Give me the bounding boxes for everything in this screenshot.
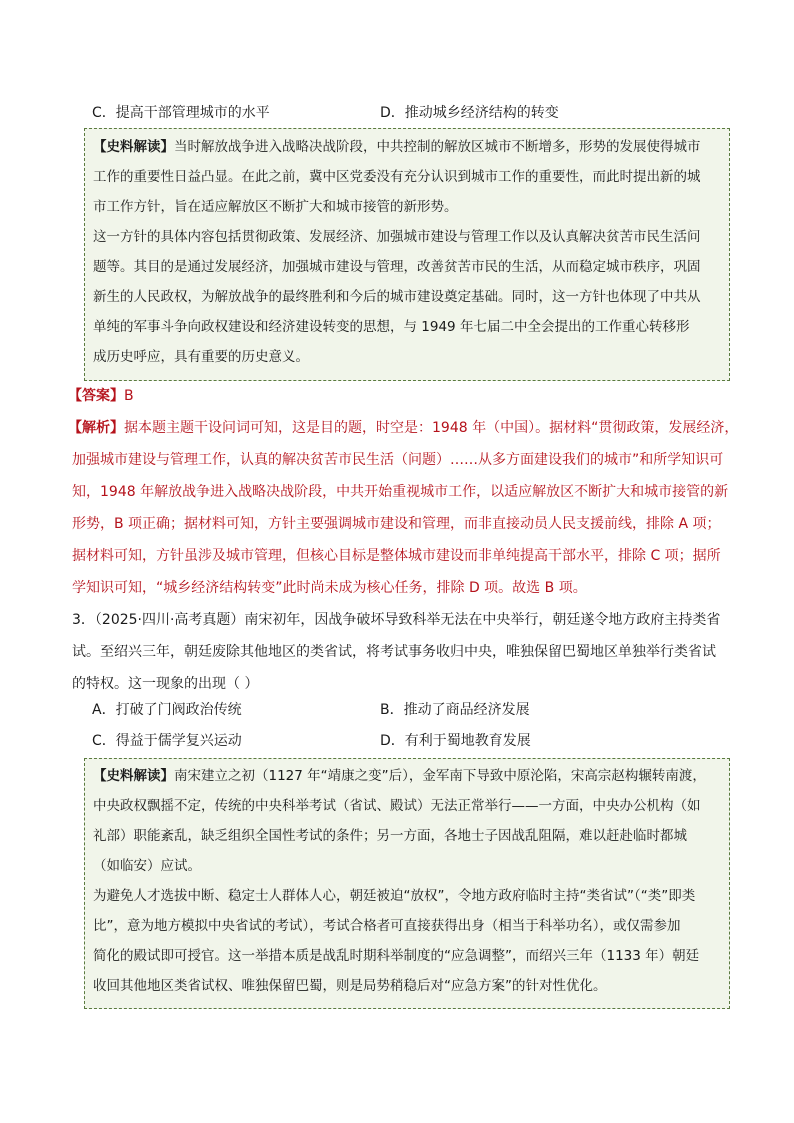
q2-interpretation-line: 单纯的军事斗争向政权建设和经济建设转变的思想，与 1949 年七届二中全会提出的工作重心转移形 xyxy=(93,319,690,335)
q2-interpretation-line: 新生的人民政权，为解放战争的最终胜利和今后的城市建设奠定基础。同时，这一方针也体现了中共从 xyxy=(93,289,701,305)
q3-interpretation-line: 礼部）职能紊乱，缺乏组织全国性考试的条件；另一方面，各地士子因战乱阻隔，难以赶赴临时都城 xyxy=(93,828,687,844)
q2-answer xyxy=(68,386,134,406)
q2-interpretation-label: 【史料解读】 xyxy=(93,139,174,155)
q3-stem-line: 3．（2025·四川·高考真题）南宋初年，因战争破坏导致科举无法在中央举行，朝廷遂令地方政府主持类省 xyxy=(72,612,721,628)
q3-option-d: D．有利于蜀地教育发展 xyxy=(380,733,531,749)
answer-value: B xyxy=(124,388,134,404)
q3-option-b: B．推动了商品经济发展 xyxy=(380,702,530,718)
q3-options-row xyxy=(92,700,712,720)
q2-analysis-line: 知，1948 年解放战争进入战略决战阶段，中共开始重视城市工作，以适应解放区不断扩大和城市接管的新 xyxy=(72,484,729,500)
q2-options-row xyxy=(92,103,712,123)
answer-label: 【答案】 xyxy=(68,388,124,404)
q3-interpretation-line: 收回其他地区类省试权、唯独保留巴蜀，则是局势稍稳后对“应急方案”的针对性优化。 xyxy=(93,978,607,994)
q2-option-d: D．推动城乡经济结构的转变 xyxy=(380,105,559,121)
q3-interpretation-label: 【史料解读】 xyxy=(93,768,174,784)
q2-analysis-line: 形势，B 项正确；据材料可知，方针主要强调城市建设和管理，而非直接动员人民支援前线，排除 A 项； xyxy=(72,516,721,532)
q3-interpretation-line: 为避免人才选拔中断、稳定士人群体人心，朝廷被迫“放权”，令地方政府临时主持“类省试”（“类”即类 xyxy=(93,888,696,904)
analysis-label: 【解析】 xyxy=(68,420,124,436)
q2-analysis-line: 学知识可知，“城乡经济结构转变”此时尚未成为核心任务，排除 D 项。故选 B 项。 xyxy=(72,580,587,596)
q3-interpretation-box xyxy=(84,758,730,1009)
q2-interpretation-line: 市工作方针，旨在适应解放区不断扩大和城市接管的新形势。 xyxy=(93,199,458,215)
q3-option-c: C．得益于儒学复兴运动 xyxy=(92,733,242,749)
q2-interpretation-line: 这一方针的具体内容包括贯彻政策、发展经济、加强城市建设与管理工作以及认真解决贫苦市民生活问 xyxy=(93,229,701,245)
q2-analysis-line: 【解析】据本题主题干设问词可知，这是目的题，时空是：1948 年（中国）。据材料“贯彻政策，发展经济， xyxy=(68,420,739,436)
q2-interpretation-line: 工作的重要性日益凸显。在此之前，冀中区党委没有充分认识到城市工作的重要性，而此时提出新的城 xyxy=(93,169,701,185)
q2-interpretation-line: 【史料解读】当时解放战争进入战略决战阶段，中共控制的解放区城市不断增多，形势的发展使得城市 xyxy=(93,139,701,155)
q3-interpretation-line: 【史料解读】南宋建立之初（1127 年“靖康之变”后），金军南下导致中原沦陷，宋高宗赵构辗转南渡， xyxy=(93,768,706,784)
q3-interpretation-line: 比”，意为地方模拟中央省试的考试），考试合格者可直接获得出身（相当于科举功名），或仅需参加 xyxy=(93,918,681,934)
q2-analysis-line: 加强城市建设与管理工作，认真的解决贫苦市民生活（问题）……从多方面建设我们的城市”和所学知识可 xyxy=(72,452,724,468)
q3-stem-line: 试。至绍兴三年，朝廷废除其他地区的类省试，将考试事务收归中央，唯独保留巴蜀地区单独举行类省试 xyxy=(72,644,716,660)
q2-interpretation-line: 题等。其目的是通过发展经济，加强城市建设与管理，改善贫苦市民的生活，从而稳定城市秩序，巩固 xyxy=(93,259,701,275)
q3-option-a: A．打破了门阀政治传统 xyxy=(92,702,242,718)
q2-option-c: C．提高干部管理城市的水平 xyxy=(92,105,270,121)
q2-analysis-line: 据材料可知，方针虽涉及城市管理，但核心目标是整体城市建设而非单纯提高干部水平，排除 C 项；据所 xyxy=(72,548,721,564)
q3-stem-line: 的特权。这一现象的出现（ ） xyxy=(72,676,259,692)
q3-options-row xyxy=(92,731,712,751)
q3-interpretation-line: （如临安）应试。 xyxy=(93,858,201,874)
q3-interpretation-line: 简化的殿试即可授官。这一举措本质是战乱时期科举制度的“应急调整”，而绍兴三年（1133 年）朝廷 xyxy=(93,948,700,964)
q2-interpretation-line: 成历史呼应，具有重要的历史意义。 xyxy=(93,349,309,365)
q3-interpretation-line: 中央政权飘摇不定，传统的中央科举考试（省试、殿试）无法正常举行——一方面，中央办公机构（如 xyxy=(93,798,701,814)
q2-interpretation-box xyxy=(84,128,730,381)
